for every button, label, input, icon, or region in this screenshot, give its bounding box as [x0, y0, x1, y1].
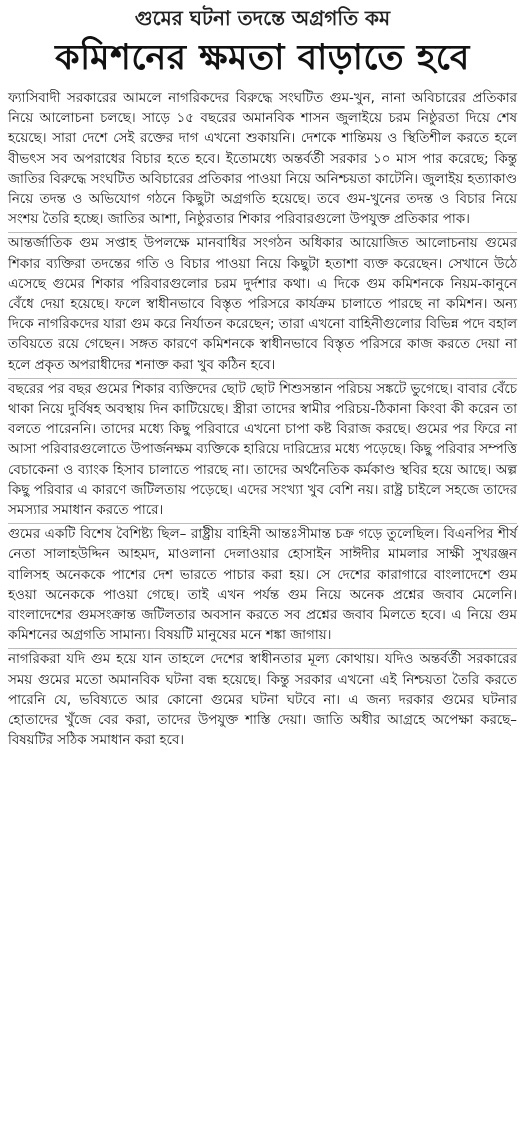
paragraph: ফ্যাসিবাদী সরকারের আমলে নাগরিকদের বিরুদ্ধে সংঘটিত গুম-খুন, নানা অবিচারের প্রতিকার নিয়ে আলোচনা চলছে। সাড়ে ১৫ বছরের অমানবিক শাসন জুলাইয়ে চরম নিষ্ঠুরতা দিয়ে শেষ হয়েছে। সারা দেশে সেই রক্তের দাগ এখনো শুকায়নি। দেশকে শান্তিময় ও স্থিতিশীল করতে হলে বীভৎস সব অপরাধের বিচার হতে হবে। ইতোমধ্যে অন্তর্বর্তী সরকার ১০ মাস পার করেছে; কিন্তু জাতির বিরুদ্ধে সংঘটিত অবিচারের প্রতিকার পাওয়া নিয়ে অনিশ্চয়তা কাটেনি। জুলাইয় হত্যাকাণ্ড নিয়ে তদন্ত ও অভিযোগ গঠনে কিছুটা অগ্রগতি হয়েছে। তবে গুম-খুনের তদন্ত ও বিচার নিয়ে সংশয় তৈরি হচ্ছে। জাতির আশা, নিষ্ঠুরতার শিকার পরিবারগুলো উপযুক্ত প্রতিকার পাক।	[8, 88, 517, 233]
paragraph: আন্তর্জাতিক গুম সপ্তাহ উপলক্ষে মানবাধির সংগঠন অধিকার আয়োজিত আলোচনায় গুমের শিকার ব্যক্তিরা তদন্তের গতি ও বিচার পাওয়া নিয়ে কিছুটা হতাশা ব্যক্ত করেছেন। সেখানে উঠে এসেছে গুমের শিকার পরিবারগুলোর চরম দুর্দশার কথা। এ দিকে গুম কমিশনকে নিয়ম-কানুনে বেঁধে দেয়া হয়েছে। ফলে স্বাধীনভাবে বিস্তৃত পরিসরে কার্যক্রম চালাতে পারছে না কমিশন। অন্য দিকে নাগরিকদের যারা গুম করে নির্যাতন করেছেন; তারা এখনো বাহিনীগুলোর বিভিন্ন পদে বহাল তবিয়তে রয়ে গেছেন। সঙ্গত কারণে কমিশনকে স্বাধীনভাবে বিস্তৃত পরিসরে কাজ করতে দেয়া না হলে প্রকৃত অপরাধীদের শনাক্ত করা খুব কঠিন হবে।	[8, 233, 517, 378]
article-body	[8, 88, 517, 754]
kicker: গুমের ঘটনা তদন্তে অগ্রগতি কম	[134, 6, 391, 30]
paragraph: গুমের একটি বিশেষ বৈশিষ্ট্য ছিল– রাষ্ট্রীয় বাহিনী আন্তঃসীমান্ত চক্র গড়ে তুলেছিল। বিএনপির শীর্ষ নেতা সালাহউদ্দিন আহমদ, মাওলানা দেলাওয়ার হোসাইন সাঈদীর মামলার সাক্ষী সুখরঞ্জন বালিসহ অনেককে পাশের দেশ ভারতে পাচার করা হয়। সে দেশের কারাগারে বাংলাদেশে গুম হওয়া অনেককে পাওয়া গেছে। তাই এখন পর্যন্ত গুম নিয়ে অনেক প্রশ্নের জবাব মেলেনি। বাংলাদেশের গুমসংক্রান্ত জটিলতার অবসান করতে সব প্রশ্নের জবাব মিলতে হবে। এ নিয়ে গুম কমিশনের অগ্রগতি সামান্য। বিষয়টি মানুষের মনে শঙ্কা জাগায়।	[8, 524, 517, 649]
paragraph: বছরের পর বছর গুমের শিকার ব্যক্তিদের ছোট ছোট শিশুসন্তান পরিচয় সঙ্কটে ভুগেছে। বাবার বেঁচে থাকা নিয়ে দুর্বিষহ অবস্থায় দিন কাটিয়েছে। স্ত্রীরা তাদের স্বামীর পরিচয়-ঠিকানা কিংবা কী করেন তা বলতে পারেননি। তাদের মধ্যে কিছু পরিবারে এখনো চাপা কষ্ট বিরাজ করছে। গুমের পর ফিরে না আসা পরিবারগুলোতে উপার্জনক্ষম ব্যক্তিকে হারিয়ে দারিদ্র্যের মধ্যে পড়েছে। কিছু পরিবার সম্পত্তি বেচাকেনা ও ব্যাংক হিসাব চালাতে পারছে না। তাদের অর্থনৈতিক কর্মকাণ্ড স্থবির হয়ে আছে। অল্প কিছু পরিবার এ কারণে জটিলতায় পড়েছে। এদের সংখ্যা খুব বেশি নয়। রাষ্ট্র চাইলে সহজে তাদের সমস্যার সমাধান করতে পারে।	[8, 379, 517, 524]
paragraph: নাগরিকরা যদি গুম হয়ে যান তাহলে দেশের স্বাধীনতার মূল্য কোথায়। যদিও অন্তর্বর্তী সরকারের সময় গুমের মতো অমানবিক ঘটনা বন্ধ হয়েছে। কিন্তু সরকার এখনো এই নিশ্চয়তা তৈরি করতে পারেনি যে, ভবিষ্যতে আর কোনো গুমের ঘটনা ঘটবে না। এ জন্য দরকার গুমের ঘটনার হোতাদের খুঁজে বের করা, তাদের উপযুক্ত শাস্তি দেয়া। জাতি অধীর আগ্রহে অপেক্ষা করছে– বিষয়টির সঠিক সমাধান করা হবে।	[8, 652, 517, 749]
headline: কমিশনের ক্ষমতা বাড়াতে হবে	[55, 38, 470, 78]
